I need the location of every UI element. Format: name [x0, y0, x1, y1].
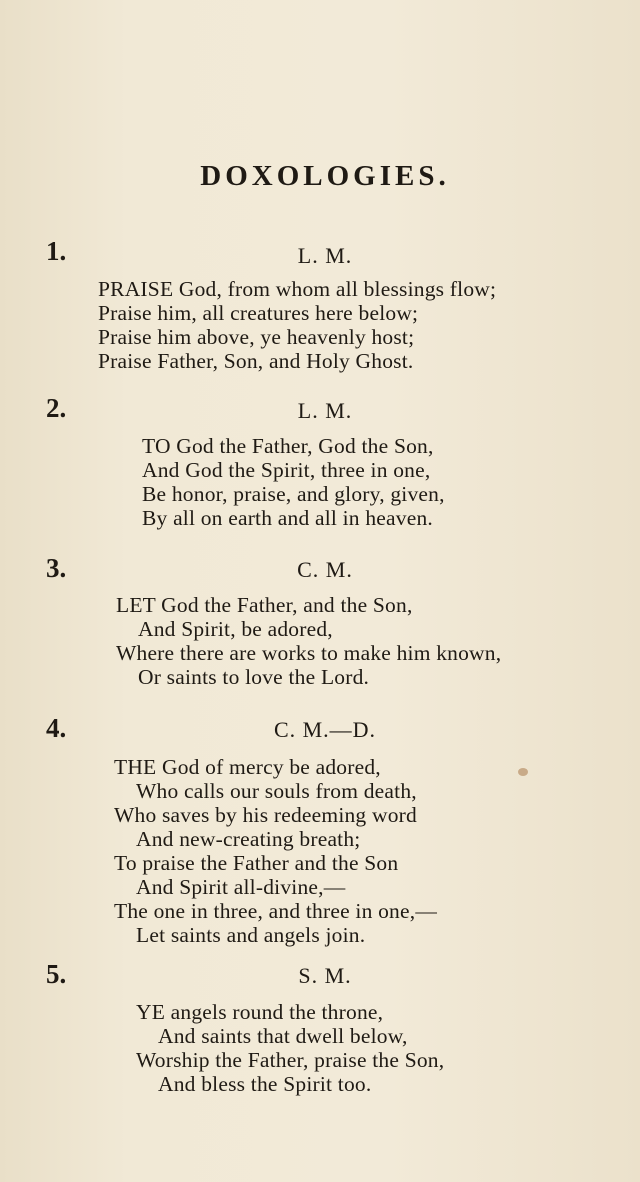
- hymn-number: 3.: [46, 553, 67, 583]
- hymn-line: To praise the Father and the Son: [114, 851, 399, 875]
- ink-blot: [518, 768, 528, 776]
- hymn-line: Be honor, praise, and glory, given,: [142, 482, 445, 506]
- hymn-meter: L. M.: [297, 398, 353, 423]
- hymn-line: Worship the Father, praise the Son,: [136, 1048, 445, 1072]
- hymn-line: And Spirit, be adored,: [138, 617, 333, 641]
- hymn-line: And God the Spirit, three in one,: [142, 458, 431, 482]
- hymn-line: LET God the Father, and the Son,: [116, 593, 413, 617]
- hymn-line: Who saves by his redeeming word: [114, 803, 417, 827]
- hymn-number: 2.: [46, 393, 67, 423]
- hymn-line: And new-creating breath;: [136, 827, 361, 851]
- hymn-meter: C. M.—D.: [273, 717, 377, 742]
- hymn-line: PRAISE God, from whom all blessings flow;: [98, 277, 497, 301]
- hymn-number: 1.: [46, 236, 67, 266]
- hymn-line: Or saints to love the Lord.: [138, 665, 370, 689]
- hymn-line: Who calls our souls from death,: [136, 779, 417, 803]
- hymn-number: 4.: [46, 713, 67, 743]
- hymn-line: And bless the Spirit too.: [158, 1072, 372, 1096]
- hymn-meter: C. M.: [297, 557, 353, 582]
- hymn-line: Praise Father, Son, and Holy Ghost.: [98, 349, 414, 373]
- hymn-line: Let saints and angels join.: [136, 923, 366, 947]
- hymn-line: YE angels round the throne,: [136, 1000, 384, 1024]
- hymn-line: And saints that dwell below,: [158, 1024, 408, 1048]
- page-title: DOXOLOGIES.: [200, 160, 450, 192]
- hymn-line: By all on earth and all in heaven.: [142, 506, 433, 530]
- bleed-through-text: [40, 28, 630, 118]
- hymn-meter: L. M.: [297, 243, 353, 268]
- hymn-line: THE God of mercy be adored,: [114, 755, 381, 779]
- hymn-line: And Spirit all-divine,—: [136, 875, 346, 899]
- hymn-line: Praise him above, ye heavenly host;: [98, 325, 415, 349]
- hymn-line: TO God the Father, God the Son,: [142, 434, 434, 458]
- hymn-meter: S. M.: [298, 963, 352, 988]
- hymn-number: 5.: [46, 959, 67, 989]
- hymn-line: Where there are works to make him known,: [116, 641, 502, 665]
- hymn-line: The one in three, and three in one,—: [114, 899, 438, 923]
- hymn-line: Praise him, all creatures here below;: [98, 301, 419, 325]
